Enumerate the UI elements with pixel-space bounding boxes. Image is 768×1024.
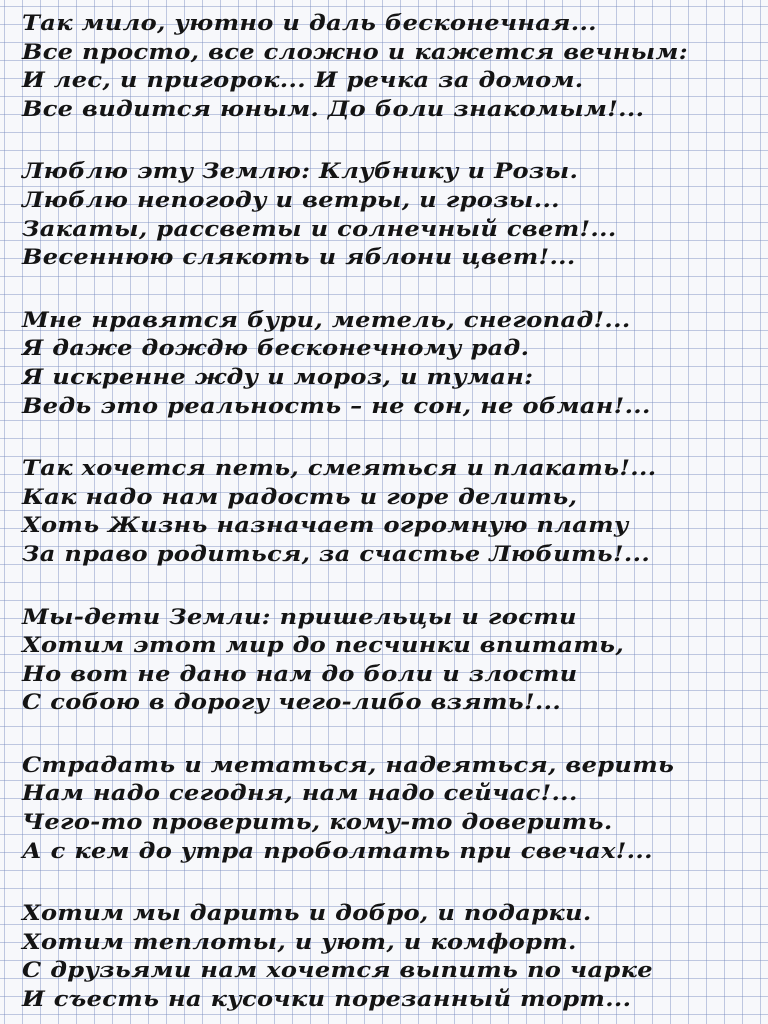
poem-line: Как надо нам радость и горе делить,	[22, 484, 578, 510]
poem-line: Хотим мы дарить и добро, и подарки.	[22, 901, 592, 927]
poem-line: А с кем до утра проболтать при свечах!...	[22, 838, 653, 864]
poem-line: Хотим теплоты, и уют, и комфорт.	[22, 929, 577, 955]
stanza-3	[22, 307, 756, 421]
poem-line: За право родиться, за счастье Любить!...	[22, 541, 651, 567]
poem-line: Страдать и метаться, надеяться, верить	[22, 752, 675, 778]
poem-line: Мне нравятся бури, метель, снегопад!...	[22, 307, 631, 333]
stanza-6	[22, 752, 756, 866]
poem-line: Хотим этот мир до песчинки впитать,	[22, 633, 625, 659]
poem-line: Закаты, рассветы и солнечный свет!...	[22, 216, 617, 242]
stanza-4	[22, 455, 756, 569]
poem-line: И лес, и пригорок... И речка за домом.	[22, 68, 584, 94]
poem-line: Люблю непогоду и ветры, и грозы...	[22, 187, 560, 213]
stanza-5	[22, 604, 756, 718]
poem-line: Чего-то проверить, кому-то доверить.	[22, 810, 613, 836]
poem-line: Так мило, уютно и даль бесконечная...	[22, 11, 597, 36]
poem-line: Я искренне жду и мороз, и туман:	[22, 364, 534, 390]
poem-line: Хоть Жизнь назначает огромную плату	[22, 513, 629, 539]
poem-line: Нам надо сегодня, нам надо сейчас!...	[22, 781, 578, 807]
stanza-7	[22, 900, 756, 1014]
poem-line: Мы-дети Земли: пришельцы и гости	[22, 604, 577, 630]
stanza-1	[22, 10, 756, 124]
poem-line: С друзьями нам хочется выпить по чарке	[22, 958, 653, 984]
poem-line: Так хочется петь, смеяться и плакать!...	[22, 456, 657, 482]
poem-line: С собою в дорогу чего-либо взять!...	[22, 690, 562, 716]
poem-line: Все видится юным. До боли знакомым!...	[22, 96, 645, 122]
stanza-2	[22, 158, 756, 272]
poem-line: Люблю эту Землю: Клубнику и Розы.	[22, 159, 579, 185]
poem-line: Все просто, все сложно и кажется вечным:	[22, 39, 688, 65]
poem-line: Но вот не дано нам до боли и злости	[22, 661, 578, 687]
poem-line: Я даже дождю бесконечному рад.	[22, 336, 530, 362]
poem-line: Ведь это реальность – не сон, не обман!...	[22, 393, 651, 419]
poem-line: Весеннюю слякоть и яблони цвет!...	[22, 245, 576, 271]
poem-line: И съесть на кусочки порезанный торт...	[22, 987, 632, 1013]
